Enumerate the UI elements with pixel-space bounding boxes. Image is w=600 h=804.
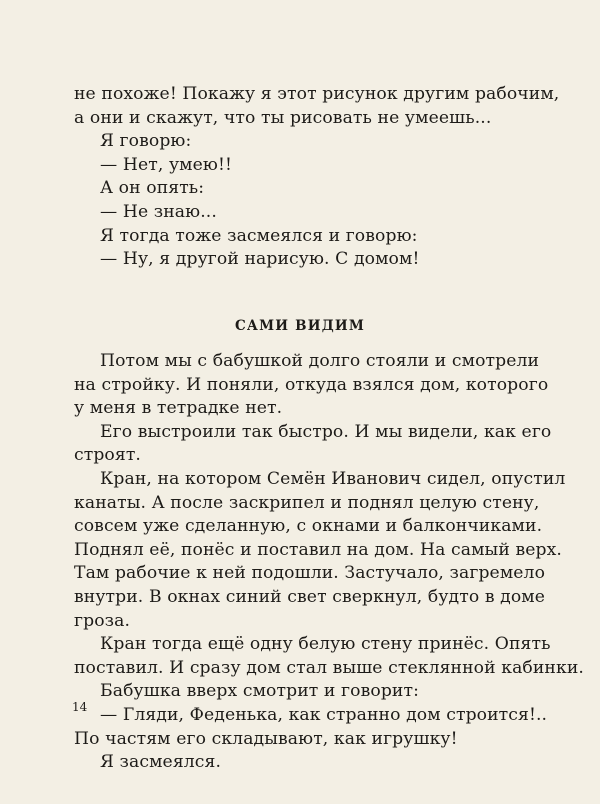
text-line: Кран тогда ещё одну белую стену принёс. Опять <box>100 634 551 655</box>
text-line: внутри. В окнах синий свет сверкнул, будто в доме <box>74 586 546 607</box>
text-line: Бабушка вверх смотрит и говорит: <box>100 681 419 702</box>
text-line: канаты. А после заскрипел и поднял целую стену, <box>74 492 540 513</box>
top-text-block <box>74 83 560 272</box>
text-line: Поднял её, понёс и поставил на дом. На самый верх. <box>74 539 562 560</box>
chapter-text-block <box>74 350 584 775</box>
text-line: Потом мы с бабушкой долго стояли и смотрели <box>100 351 540 371</box>
chapter-heading: САМИ ВИДИМ <box>234 318 365 334</box>
text-line: — Гляди, Феденька, как странно дом строится!.. <box>100 704 548 725</box>
text-line: — Не знаю... <box>100 201 217 222</box>
text-line: Я тогда тоже засмеялся и говорю: <box>100 225 418 246</box>
text-line: Там рабочие к ней подошли. Застучало, загремело <box>74 563 546 584</box>
text-line: Я засмеялся. <box>100 752 222 773</box>
text-line: А он опять: <box>100 178 205 199</box>
text-line: у меня в тетрадке нет. <box>74 398 283 419</box>
text-line: строят. <box>74 445 141 466</box>
text-line: Его выстроили так быстро. И мы видели, как его <box>100 421 552 442</box>
text-line: а они и скажут, что ты рисовать не умеешь... <box>74 107 492 128</box>
text-line: По частям его складывают, как игрушку! <box>74 728 458 749</box>
text-line: — Нет, умею!! <box>100 154 232 175</box>
text-line: гроза. <box>74 610 131 631</box>
text-line: Я говорю: <box>100 131 192 152</box>
text-line: Кран, на котором Семён Иванович сидел, опустил <box>100 468 566 489</box>
text-line: совсем уже сделанную, с окнами и балкончиками. <box>74 516 543 537</box>
text-line: поставил. И сразу дом стал выше стеклянной кабинки. <box>74 657 584 678</box>
text-line: не похоже! Покажу я этот рисунок другим рабочим, <box>74 84 560 104</box>
text-line: на стройку. И поняли, откуда взялся дом, которого <box>74 374 549 395</box>
page-number: 14 <box>72 700 88 714</box>
text-line: — Ну, я другой нарисую. С домом! <box>100 249 420 270</box>
